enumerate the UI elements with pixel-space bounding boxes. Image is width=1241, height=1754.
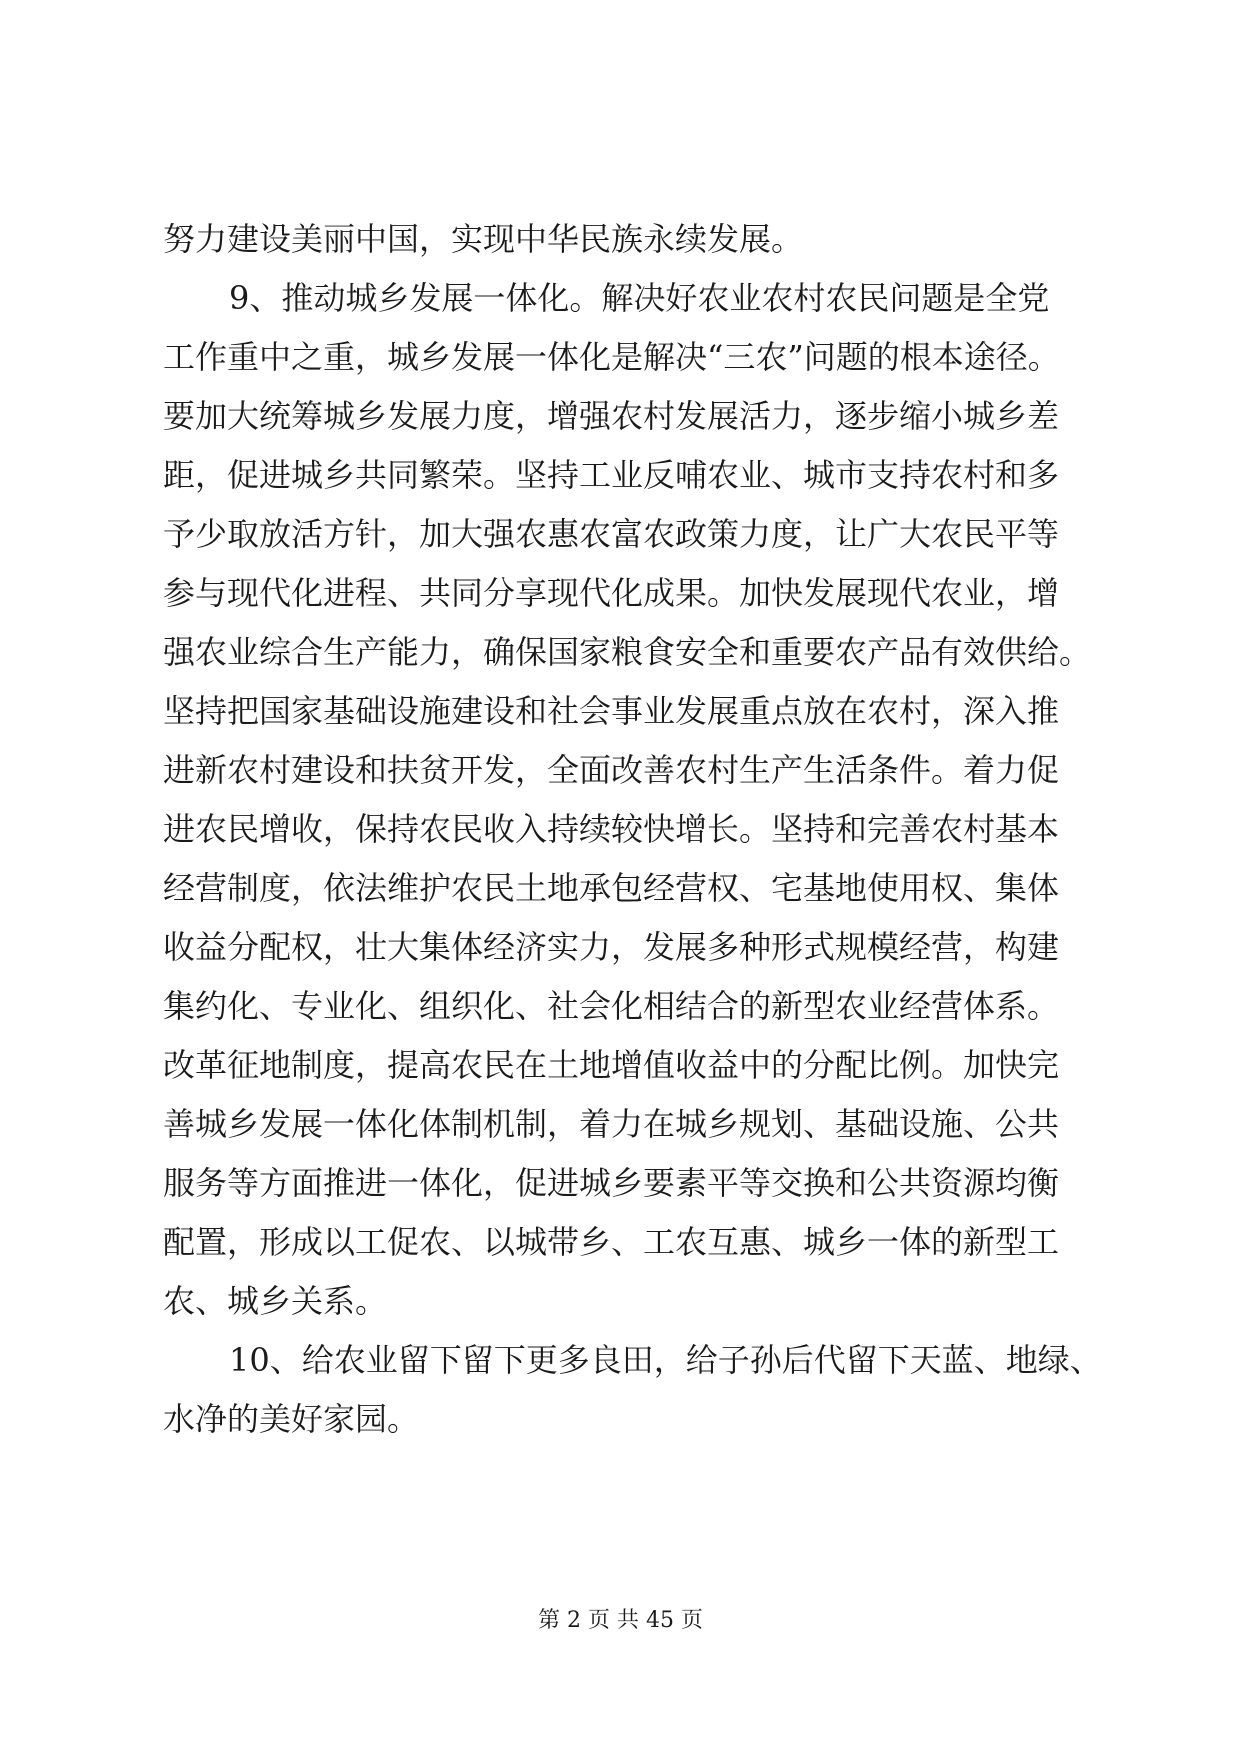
line-text: 改革征地制度，提高农民在土地增值收益中的分配比例。加快完 bbox=[163, 1046, 1060, 1084]
line-text: 水净的美好家园。 bbox=[163, 1400, 420, 1438]
line-text: 服务等方面推进一体化，促进城乡要素平等交换和公共资源均衡 bbox=[163, 1164, 1060, 1202]
line-text: 善城乡发展一体化体制机制，着力在城乡规划、基础设施、公共 bbox=[163, 1105, 1060, 1143]
line-text: 进农民增收，保持农民收入持续较快增长。坚持和完善农村基本 bbox=[163, 810, 1060, 848]
line-text: 农、城乡关系。 bbox=[163, 1282, 388, 1320]
page-footer bbox=[0, 1606, 1241, 1636]
line-text: 工作重中之重，城乡发展一体化是解决“三农”问题的根本途径。 bbox=[163, 338, 1060, 376]
line-text: 收益分配权，壮大集体经济实力，发展多种形式规模经营，构建 bbox=[163, 928, 1060, 966]
line-text: 进新农村建设和扶贫开发，全面改善农村生产生活条件。着力促 bbox=[163, 751, 1060, 789]
line-text: 集约化、专业化、组织化、社会化相结合的新型农业经营体系。 bbox=[163, 987, 1060, 1025]
page-number-label: 第 2 页 共 45 页 bbox=[538, 1608, 703, 1633]
line-text: 10、给农业留下留下更多良田，给子孙后代留下天蓝、地绿、 bbox=[229, 1341, 1102, 1379]
line-text: 配置，形成以工促农、以城带乡、工农互惠、城乡一体的新型工 bbox=[163, 1223, 1060, 1261]
line-text: 经营制度，依法维护农民土地承包经营权、宅基地使用权、集体 bbox=[163, 869, 1060, 907]
line-text: 予少取放活方针，加大强农惠农富农政策力度，让广大农民平等 bbox=[163, 515, 1060, 553]
line-text: 要加大统筹城乡发展力度，增强农村发展活力，逐步缩小城乡差 bbox=[163, 397, 1060, 435]
line-text: 努力建设美丽中国，实现中华民族永续发展。 bbox=[163, 220, 804, 258]
paragraph-line bbox=[0, 1399, 1241, 1469]
line-text: 9、推动城乡发展一体化。解决好农业农村农民问题是全党 bbox=[229, 279, 1050, 317]
line-text: 参与现代化进程、共同分享现代化成果。加快发展现代农业，增 bbox=[163, 574, 1060, 612]
line-text: 坚持把国家基础设施建设和社会事业发展重点放在农村，深入推 bbox=[163, 692, 1060, 730]
line-text: 距，促进城乡共同繁荣。坚持工业反哺农业、城市支持农村和多 bbox=[163, 456, 1060, 494]
line-text: 强农业综合生产能力，确保国家粮食安全和重要农产品有效供给。 bbox=[163, 633, 1092, 671]
